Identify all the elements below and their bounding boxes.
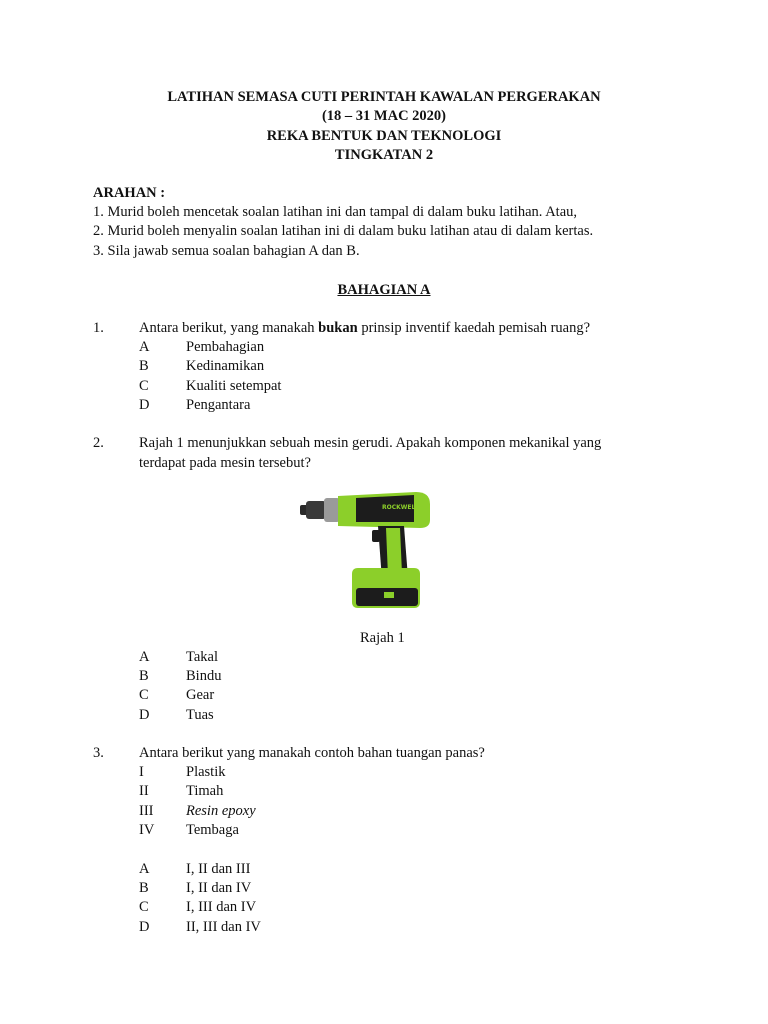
option-text: Kualiti setempat <box>186 378 282 394</box>
option-text: Takal <box>186 649 218 665</box>
option-letter: A <box>139 861 150 877</box>
option-letter: C <box>139 899 149 915</box>
option-text: II, III dan IV <box>186 919 261 935</box>
option-letter: B <box>139 880 149 896</box>
option-text: Kedinamikan <box>186 358 265 374</box>
option-letter: D <box>139 707 150 723</box>
drill-collar <box>324 498 340 522</box>
item-text: Timah <box>186 783 224 799</box>
question-text-line-2: terdapat pada mesin tersebut? <box>139 455 311 471</box>
question-number: 1. <box>93 320 104 336</box>
option-letter: A <box>139 339 150 355</box>
option-letter: D <box>139 397 150 413</box>
item-text: Resin epoxy <box>186 803 256 819</box>
instruction-item-2: 2. Murid boleh menyalin soalan latihan ini di dalam buku latihan atau di dalam kertas. <box>93 223 594 239</box>
instruction-item-3: 3. Sila jawab semua soalan bahagian A dan B. <box>93 243 360 259</box>
header-line-3: REKA BENTUK DAN TEKNOLOGI <box>266 128 502 144</box>
drill-brand-logo: ROCKWELL <box>382 504 420 511</box>
option-text: I, II dan IV <box>186 880 252 896</box>
option-text: Bindu <box>186 668 222 684</box>
option-text: Pengantara <box>186 397 251 413</box>
header-line-2: (18 – 31 MAC 2020) <box>321 108 447 124</box>
option-letter: B <box>139 668 149 684</box>
instruction-item-1: 1. Murid boleh mencetak soalan latihan ini dan tampal di dalam buku latihan. Atau, <box>93 204 578 220</box>
option-letter: B <box>139 358 149 374</box>
item-text: Tembaga <box>186 822 239 838</box>
option-text: Pembahagian <box>186 339 265 355</box>
drill-figure <box>296 486 446 614</box>
section-title: BAHAGIAN A <box>337 282 431 298</box>
option-text: Gear <box>186 687 215 703</box>
drill-chuck <box>306 501 326 519</box>
question-text: Antara berikut, yang manakah bukan prinsip inventif kaedah pemisah ruang? <box>139 320 591 336</box>
option-letter: D <box>139 919 150 935</box>
option-text: I, II dan III <box>186 861 251 877</box>
question-text: Antara berikut yang manakah contoh bahan tuangan panas? <box>139 745 485 761</box>
item-text: Plastik <box>186 764 226 780</box>
instructions-title: ARAHAN : <box>93 185 166 201</box>
item-roman: II <box>139 783 149 799</box>
option-letter: A <box>139 649 150 665</box>
question-text-line-1: Rajah 1 menunjukkan sebuah mesin gerudi. Apakah komponen mekanikal yang <box>139 435 602 451</box>
header-line-1: LATIHAN SEMASA CUTI PERINTAH KAWALAN PERGERAKAN <box>167 89 601 105</box>
option-letter: C <box>139 378 149 394</box>
option-text: Tuas <box>186 707 214 723</box>
question-number: 2. <box>93 435 104 451</box>
item-roman: IV <box>139 822 155 838</box>
item-roman: III <box>139 803 154 819</box>
question-number: 3. <box>93 745 104 761</box>
option-text: I, III dan IV <box>186 899 257 915</box>
option-letter: C <box>139 687 149 703</box>
item-roman: I <box>139 764 144 780</box>
figure-caption: Rajah 1 <box>360 630 405 646</box>
drill-trigger <box>372 530 380 542</box>
drill-battery-indicator <box>384 592 394 598</box>
header-line-4: TINGKATAN 2 <box>334 147 434 163</box>
